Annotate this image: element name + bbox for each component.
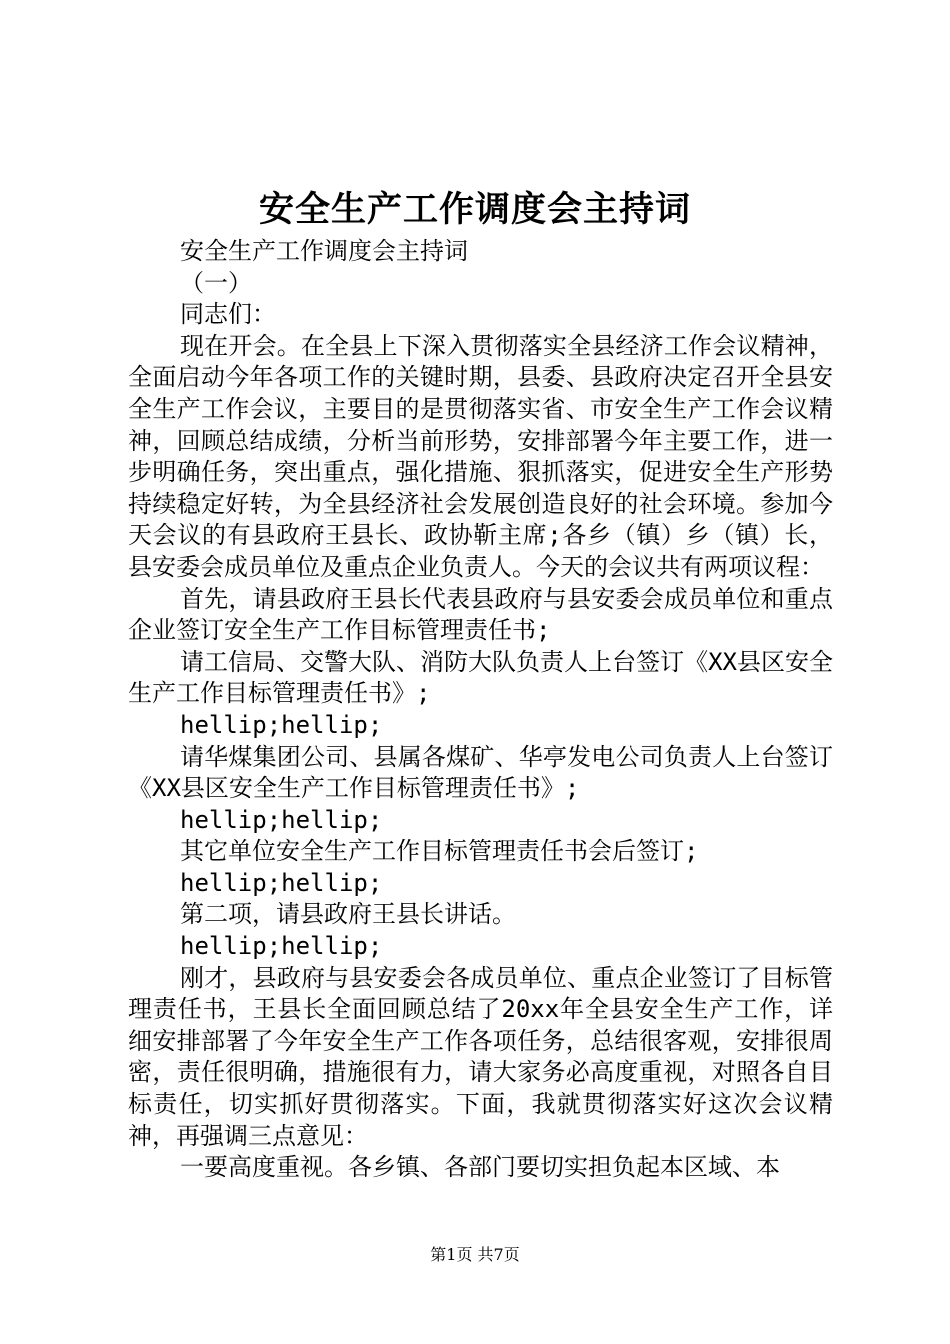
- paragraph: 第二项，请县政府王县长讲话。: [180, 900, 516, 929]
- paragraph: hellip;hellip;: [180, 868, 383, 897]
- paragraph: hellip;hellip;: [180, 710, 383, 739]
- paragraph: 刚才，县政府与县安委会各成员单位、重点企业签订了目标管理责任书，王县长全面回顾总结了20xx年全县安全生产工作，详细安排部署了今年安全生产工作各项任务，总结很客观，安排很周密，责任很明确，措施很有力，请大家务必高度重视，对照各自目标责任，切实抓好贯彻落实。下面，我就贯彻落实好这次会议精神，再强调三点意见：: [128, 963, 833, 1150]
- paragraph: 安全生产工作调度会主持词: [180, 237, 468, 265]
- paragraph: 一要高度重视。各乡镇、各部门要切实担负起本区域、本: [180, 1153, 780, 1182]
- paragraph: hellip;hellip;: [180, 805, 383, 834]
- page-footer: 第1页 共7页: [430, 1245, 520, 1264]
- document-body: [128, 236, 833, 1184]
- paragraph: hellip;hellip;: [180, 932, 383, 961]
- document-title: 安全生产工作调度会主持词: [258, 189, 691, 230]
- paragraph: 同志们：: [180, 300, 276, 329]
- paragraph: 请华煤集团公司、县属各煤矿、华亭发电公司负责人上台签订《XX县区安全生产工作目标管理责任书》;: [128, 742, 833, 803]
- paragraph: 现在开会。在全县上下深入贯彻落实全县经济工作会议精神，全面启动今年各项工作的关键时期，县委、县政府决定召开全县安全生产工作会议，主要目的是贯彻落实省、市安全生产工作会议精神，回顾总结成绩，分析当前形势，安排部署今年主要工作，进一步明确任务，突出重点，强化措施、狠抓落实，促进安全生产形势持续稳定好转，为全县经济社会发展创造良好的社会环境。参加今天会议的有县政府王县长、政协靳主席;各乡（镇）乡（镇）长，县安委会成员单位及重点企业负责人。今天的会议共有两项议程：: [128, 331, 833, 581]
- paragraph: 首先，请县政府王县长代表县政府与县安委会成员单位和重点企业签订安全生产工作目标管理责任书;: [128, 584, 833, 645]
- paragraph: 请工信局、交警大队、消防大队负责人上台签订《XX县区安全生产工作目标管理责任书》;: [128, 647, 833, 708]
- paragraph: （一）: [180, 268, 252, 297]
- paragraph: 其它单位安全生产工作目标管理责任书会后签订;: [180, 837, 699, 866]
